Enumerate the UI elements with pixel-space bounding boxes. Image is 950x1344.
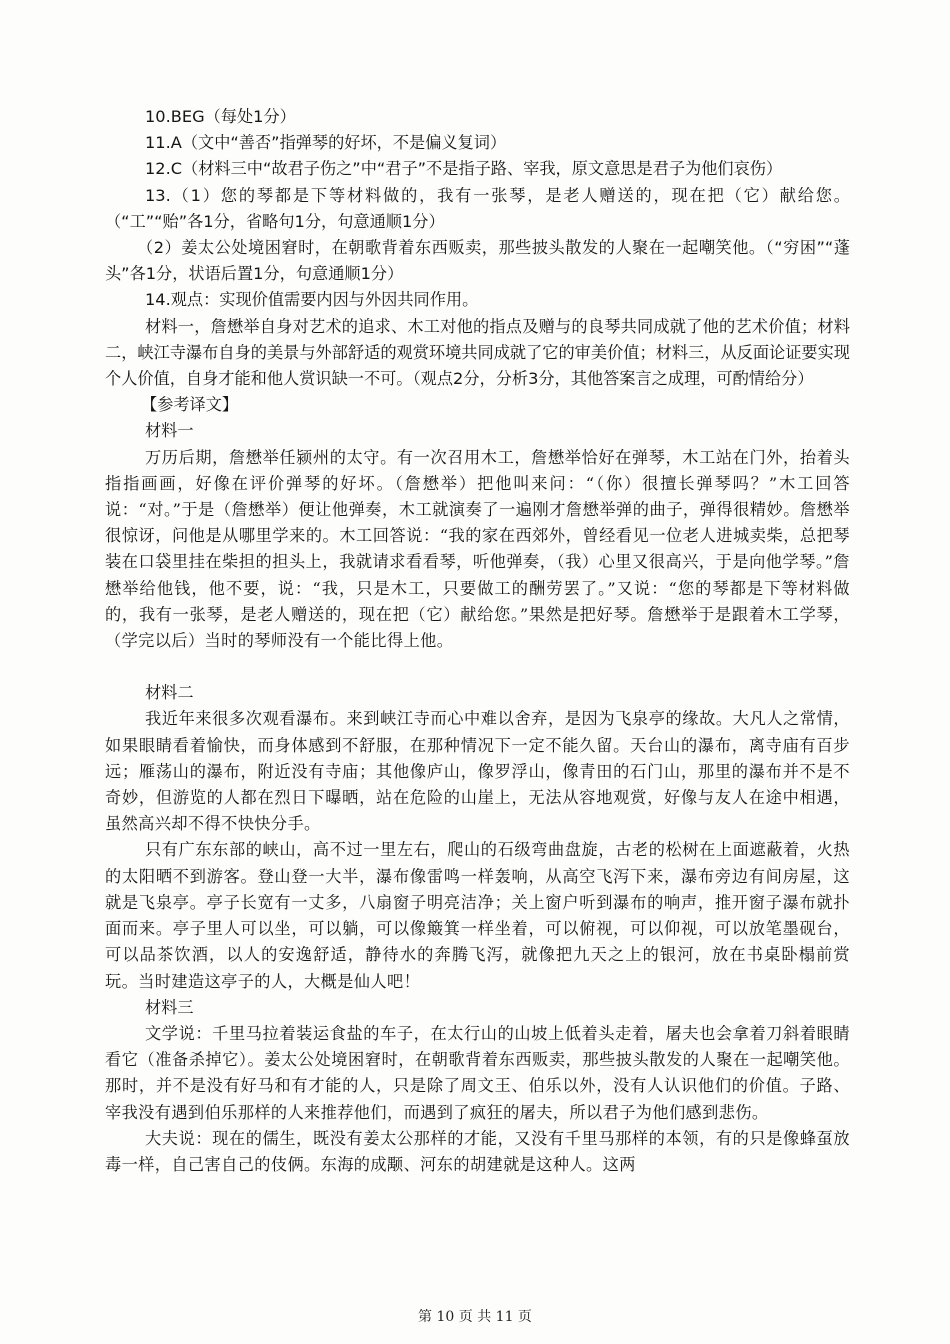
material-1-label: 材料一 <box>145 421 194 441</box>
material-2-label: 材料二 <box>145 683 194 703</box>
material-3-paragraph-1: 文学说：千里马拉着装运食盐的车子，在太行山的山坡上低着头走着，屠夫也会拿着刀斜着眼睛看它（准备杀掉它）。姜太公处境困窘时，在朝歌背着东西贩卖，那些披头散发的人聚在一起嘲笑他。那时，并不是没有好马和有才能的人，只是除了周文王、伯乐以外，没有人认识他们的价值。子路、宰我没有遇到伯乐那样的人来推荐他们，而遇到了疯狂的屠夫，所以君子为他们感到悲伤。 <box>105 1023 850 1122</box>
material-2-paragraph-2: 只有广东东部的峡山，高不过一里左右，爬山的石级弯曲盘旋，古老的松树在上面遮蔽着，火热的太阳晒不到游客。登山登一大半，瀑布像雷鸣一样轰响，从高空飞泻下来，瀑布旁边有间房屋，这就是飞泉亭。亭子长宽有一丈多，八扇窗子明亮洁净；关上窗户听到瀑布的响声，推开窗子瀑布就扑面而来。亭子里人可以坐，可以躺，可以像簸箕一样坐着，可以俯视，可以仰视，可以放笔墨砚台，可以品茶饮酒，以人的安逸舒适，静待水的奔腾飞泻，就像把九天之上的银河，放在书桌卧榻前赏玩。当时建造这亭子的人，大概是仙人吧！ <box>105 840 850 991</box>
material-3-paragraph-2: 大夫说：现在的儒生，既没有姜太公那样的才能，又没有千里马那样的本领，有的只是像蜂虿放毒一样，自己害自己的伎俩。东海的成颙、河东的胡建就是这种人。这两 <box>105 1128 850 1174</box>
reference-heading: 【参考译文】 <box>141 395 239 415</box>
answer-14-body: 材料一，詹懋举自身对艺术的追求、木工对他的指点及赠与的良琴共同成就了他的艺术价值；材料二，峡江寺瀑布自身的美景与外部舒适的观赏环境共同成就了它的审美价值；材料三，从反面论证要实现个人价值，自身才能和他人赏识缺一不可。（观点2分，分析3分，其他答案言之成理，可酌情给分） <box>105 316 850 389</box>
page-number-footer: 第 10 页 共 11 页 <box>418 1309 532 1325</box>
material-3-label: 材料三 <box>145 997 194 1017</box>
answer-11: 11.A（文中“善否”指弹琴的好坏，不是偏义复词） <box>145 133 507 153</box>
answer-13-part1: 13.（1）您的琴都是下等材料做的，我有一张琴，是老人赠送的，现在把（它）献给您。（“工”“贻”各1分，省略句1分，句意通顺1分） <box>105 185 850 231</box>
answer-14-title: 14.观点：实现价值需要内因与外因共同作用。 <box>145 290 479 310</box>
answer-10: 10.BEG（每处1分） <box>145 107 296 126</box>
material-2-paragraph-1: 我近年来很多次观看瀑布。来到峡江寺而心中难以舍弃，是因为飞泉亭的缘故。大凡人之常情，如果眼睛看着愉快，而身体感到不舒服，在那种情况下一定不能久留。天台山的瀑布，离寺庙有百步远；雁荡山的瀑布，附近没有寺庙；其他像庐山，像罗浮山，像青田的石门山，那里的瀑布并不是不奇妙，但游览的人都在烈日下曝晒，站在危险的山崖上，无法从容地观赏，好像与友人在途中相遇，虽然高兴却不得不快快分手。 <box>105 709 850 834</box>
answer-13-part2: （2）姜太公处境困窘时，在朝歌背着东西贩卖，那些披头散发的人聚在一起嘲笑他。（“穷困”“蓬头”各1分，状语后置1分，句意通顺1分） <box>105 238 850 284</box>
page-content <box>105 104 850 1178</box>
answer-12: 12.C（材料三中“故君子伤之”中“君子”不是指子路、宰我，原文意思是君子为他们哀伤） <box>145 159 783 179</box>
section-gap <box>105 654 850 680</box>
material-1-paragraph: 万历后期，詹懋举任颍州的太守。有一次召用木工，詹懋举恰好在弹琴，木工站在门外，抬着头指指画画，好像在评价弹琴的好坏。（詹懋举）把他叫来问：“（你）很擅长弹琴吗？”木工回答说：“对。”于是（詹懋举）便让他弹奏，木工就演奏了一遍刚才詹懋举弹的曲子，弹得很精妙。詹懋举很惊讶，问他是从哪里学来的。木工回答说：“我的家在西郊外，曾经看见一位老人进城卖柴，总把琴装在口袋里挂在柴担的担头上，我就请求看看琴，听他弹奏，（我）心里又很高兴，于是向他学琴。”詹懋举给他钱，他不要，说：“我，只是木工，只要做工的酬劳罢了。”又说：“您的琴都是下等材料做的，我有一张琴，是老人赠送的，现在把（它）献给您。”果然是把好琴。詹懋举于是跟着木工学琴，（学完以后）当时的琴师没有一个能比得上他。 <box>105 447 850 651</box>
